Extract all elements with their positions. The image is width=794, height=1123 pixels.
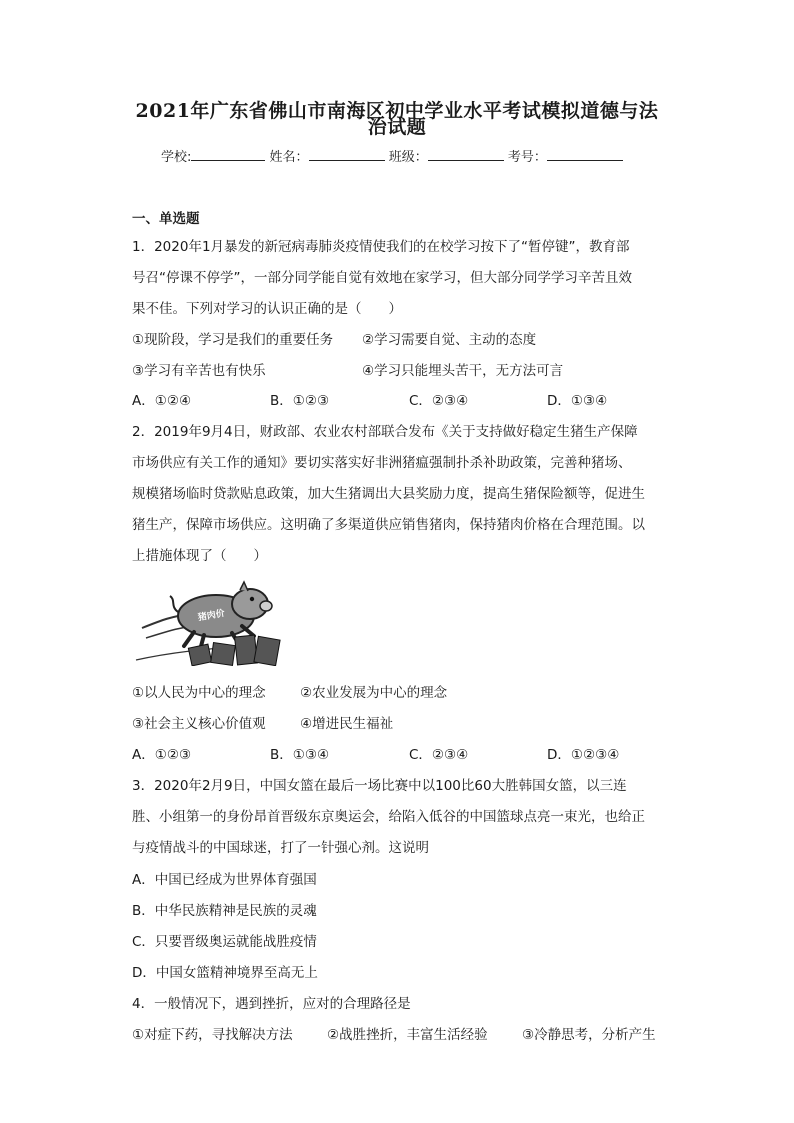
q2-item: ①以人民为中心的理念 [132,685,266,701]
q2-stem-line: 市场供应有关工作的通知》要切实落实好非洲猪瘟强制扑杀补助政策，完善种猪场、 [132,455,632,471]
student-info-row [161,146,623,165]
class-label: 班级： [388,150,428,165]
q1-item: ③学习有辛苦也有快乐 [132,363,266,379]
q2-choice-b[interactable]: B．①③④ [270,747,330,763]
q1-choice-c[interactable]: C．②③④ [409,393,469,409]
name-label: 姓名： [269,150,309,165]
q3-choice-a[interactable]: A．中国已经成为世界体育强国 [132,872,317,888]
school-blank[interactable] [191,147,265,161]
q1-choice-d[interactable]: D．①③④ [547,393,608,409]
q3-choice-d[interactable]: D．中国女篮精神境界至高无上 [132,965,318,981]
q4-item: ①对症下药，寻找解决方法 [132,1027,293,1043]
q1-item: ④学习只能埋头苦干，无方法可言 [362,363,564,379]
q2-choice-a[interactable]: A．①②③ [132,747,192,763]
q1-item: ②学习需要自觉、主动的态度 [362,332,537,348]
q2-stem-line: 2．2019年9月4日，财政部、农业农村部联合发布《关于支持做好稳定生猪生产保障 [132,424,638,440]
q2-choice-c[interactable]: C．②③④ [409,747,469,763]
q1-stem-line: 号召“停课不停学”，一部分同学能自觉有效地在家学习，但大部分同学学习辛苦且效 [132,270,632,286]
exam-number-label: 考号： [507,150,547,165]
q3-choice-b[interactable]: B．中华民族精神是民族的灵魂 [132,903,317,919]
pork-price-cartoon [132,576,290,666]
q4-item: ③冷静思考，分析产生 [522,1027,656,1043]
q2-item: ③社会主义核心价值观 [132,716,266,732]
section-heading: 一、单选题 [132,211,200,227]
pork-price-label: 猪肉价 [197,608,226,624]
q3-choice-c[interactable]: C．只要晋级奥运就能战胜疫情 [132,934,317,950]
exam-title-line-2: 治试题 [367,116,427,138]
q1-choice-a[interactable]: A．①②④ [132,393,192,409]
q2-item: ④增进民生福祉 [300,716,394,732]
q2-stem-line: 上措施体现了（ ） [132,548,267,564]
q1-choice-b[interactable]: B．①②③ [270,393,330,409]
q4-stem-line: 4．一般情况下，遇到挫折，应对的合理路径是 [132,996,411,1012]
school-label: 学校: [161,150,192,165]
name-blank[interactable] [309,147,385,161]
q3-stem-line: 胜、小组第一的身份昂首晋级东京奥运会，给陷入低谷的中国篮球点亮一束光，也给正 [132,809,645,825]
q1-item: ①现阶段，学习是我们的重要任务 [132,332,334,348]
q4-item: ②战胜挫折，丰富生活经验 [327,1027,488,1043]
q1-stem-line: 果不佳。下列对学习的认识正确的是（ ） [132,301,402,317]
q3-stem-line: 与疫情战斗的中国球迷，打了一针强心剂。这说明 [132,840,429,856]
exam-number-blank[interactable] [547,147,623,161]
q2-stem-line: 规模猪场临时贷款贴息政策，加大生猪调出大县奖励力度，提高生猪保险额等，促进生 [132,486,645,502]
exam-title-line-1: 2021年广东省佛山市南海区初中学业水平考试模拟道德与法 [135,100,659,122]
q2-stem-line: 猪生产，保障市场供应。这明确了多渠道供应销售猪肉，保持猪肉价格在合理范围。以 [132,517,645,533]
q2-choice-d[interactable]: D．①②③④ [547,747,620,763]
q3-stem-line: 3．2020年2月9日，中国女篮在最后一场比赛中以100比60大胜韩国女篮，以三连 [132,778,627,794]
q1-stem-line: 1．2020年1月暴发的新冠病毒肺炎疫情使我们的在校学习按下了“暂停键”，教育部 [132,239,630,255]
q2-item: ②农业发展为中心的理念 [300,685,448,701]
class-blank[interactable] [428,147,504,161]
